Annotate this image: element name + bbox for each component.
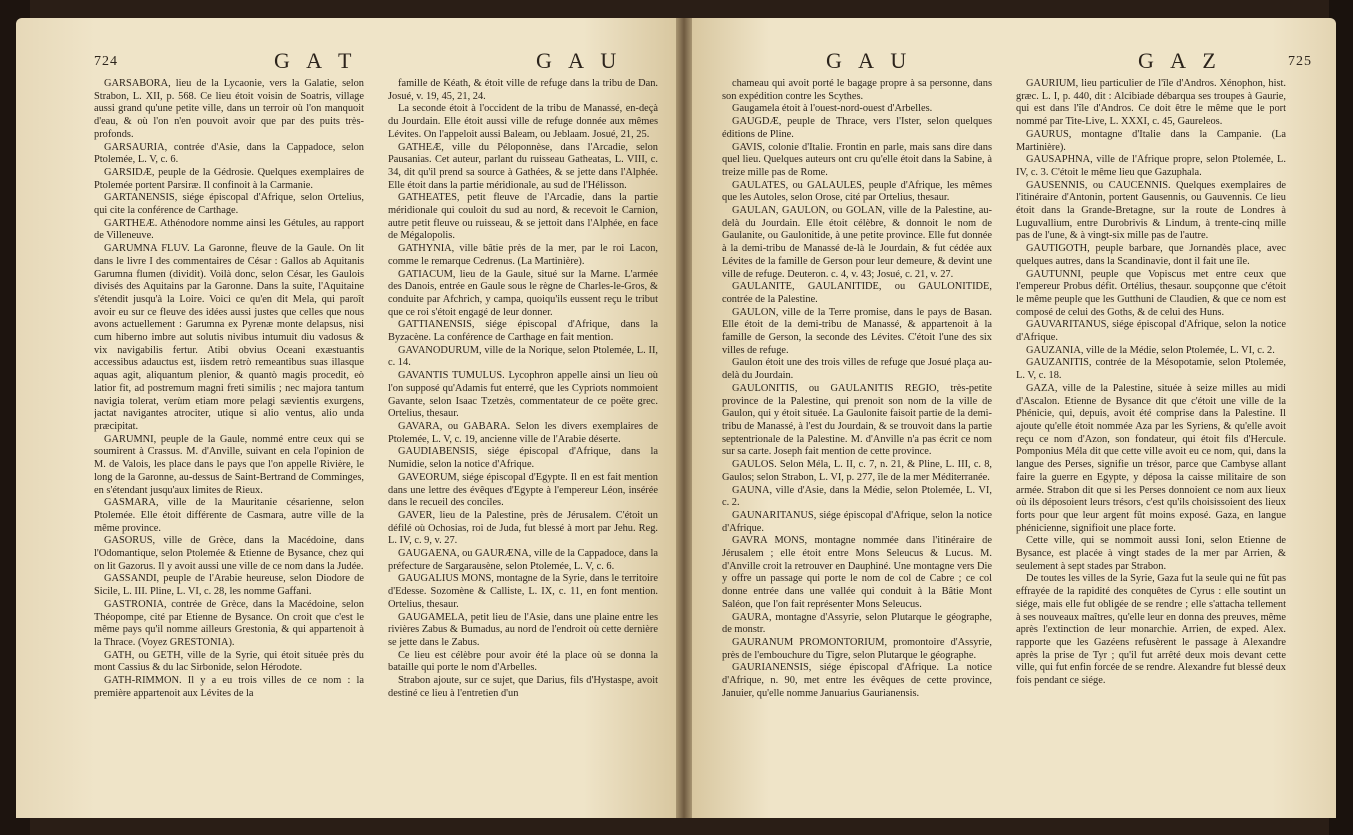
entry: Cette ville, qui se nommoit aussi Ioni, selon Etienne de Bysance, est placée à vingt stades de la mer par Arrien, & seulement à sept stades par Strabon. [1016, 535, 1286, 572]
entry: GAVARA, ou GABARA. Selon les divers exemplaires de Ptolemée, L. V, c. 19, ancienne ville de l'Arabie déserte. [388, 420, 658, 445]
page-number: 725 [1288, 54, 1312, 69]
right-column-1 [722, 78, 992, 798]
entry: GAUZANIA, ville de la Médie, selon Ptolemée, L. VI, c. 2. [1026, 344, 1275, 356]
entry: GASMARA, ville de la Mauritanie césarienne, selon Ptolemée. Elle étoit différente de Casmara, autre ville de la même province. [94, 497, 364, 534]
running-head-left: G A U [826, 48, 913, 73]
entry: GAULAN, GAULON, ou GOLAN, ville de la Palestine, au-delà du Jourdain. Elle étoit célèbre, & donnoit le nom de Gaulanite, ou Gaulonitide, à une petite province. Elle fut donnée à la demi-tribu de Manassé de-là le Jourdain, & fut cédée aux Lévites de la famille de Gerson pour leur demeure, & devint une ville de refuge. Deuteron. c. 4, v. 43; Josué, c. 21, v. 27. [722, 205, 992, 280]
entry: De toutes les villes de la Syrie, Gaza fut la seule qui ne fût pas effrayée de la rapidité des conquêtes de Cyrus : elle soutint un siége, mais elle fut obligée de se rendre ; elle s'attacha tellement à ses nouveaux maîtres, qu'elle leur en donna des preuves, même après l'extinction de leur monarchie. Arrien, de exped. Alex. rapporte que les Gazéens refusèrent le passage à Alexandre après la prise de Tyr ; qu'il fut arrêté deux mois devant cette ville, qui fut enfin forcée de se rendre. Alexandre fut blessé deux fois pendant ce siége. [1016, 573, 1286, 687]
entry: GATIACUM, lieu de la Gaule, situé sur la Marne. L'armée des Danois, entrée en Gaule sous le règne de Charles-le-Gros, & conduite par Afchrich, y campa, quoiqu'ils eussent reçu le tribut que ce roi s'étoit engagé de leur donner. [388, 268, 658, 318]
left-page [16, 18, 676, 818]
book-gutter [676, 18, 692, 818]
running-head-right: G A U [536, 48, 623, 73]
entry: GARTHEÆ. Athénodore nomme ainsi les Gétules, au rapport de Villeneuve. [94, 217, 364, 242]
entry: GAUSENNIS, ou CAUCENNIS. Quelques exemplaires de l'itinéraire d'Antonin, portent Gausennis, ou Gauvennis. Ce lieu étoit dans la Grande-Bretagne, sur la route de Londres à Luguvallium, entre Durobrivis & Lindum, à trente-cinq mille pas de l'une, & à vingt-six mille pas de l'autre. [1016, 179, 1286, 242]
left-column-2 [388, 78, 658, 798]
entry: GAVRA MONS, montagne nommée dans l'itinéraire de Jérusalem ; elle étoit entre Mons Seleucus & Lucus. M. d'Anville croit la retrouver en Dauphiné. Une montagne vers Die y offre un passage qui porte le nom de col de Cabre ; ce col donne entrée dans une vallée qui conduit à la Bâtie Mont Saléon, que l'on fait représenter Mons Seleucus. [722, 535, 992, 610]
entry: GAULONITIS, ou GAULANITIS REGIO, très-petite province de la Palestine, qui prenoit son nom de la ville de Gaulon, qui y étoit située. La Gaulonite faisoit partie de la demi-tribu de Manassé, à l'est du Jourdain, & se trouvoit dans la partie septentrionale de la Palestine. M. d'Anville n'a pas écrit ce nom sur sa carte. Joseph fait mention de cette province. [722, 382, 992, 458]
entry: GAULANITE, GAULANITIDE, ou GAULONITIDE, contrée de la Palestine. [722, 281, 992, 305]
entry: GATTIANENSIS, siége épiscopal d'Afrique, dans la Byzacène. La conférence de Carthage en fait mention. [388, 319, 658, 344]
entry: GAVANTIS TUMULUS. Lycophron appelle ainsi un lieu où l'on supposé qu'Adamis fut enterré, que les Cypriots nommoient Gavante, selon Isaac Tzetzès, commentateur de ce poëte grec. Ortelius, thesaur. [388, 370, 658, 420]
entry: GAVIS, colonie d'Italie. Frontin en parle, mais sans dire dans quel lieu. Quelques auteurs ont cru qu'elle étoit dans la Sabine, à treize mille pas de Rome. [722, 141, 992, 178]
entry: GARUMNI, peuple de la Gaule, nommé entre ceux qui se soumirent à Crassus. M. d'Anville, suivant en cela l'opinion de M. de Valois, les place dans le pays que l'on appelle Rivière, le long de la Garonne, au-dessus de Saint-Bertrand de Comminges, en s'étendant jusqu'aux limites de Rieux. [94, 433, 364, 496]
left-column-1 [94, 78, 364, 798]
entry: GATH, ou GETH, ville de la Syrie, qui étoit située près du mont Cassius & du lac Sirbonide, selon Hérodote. [94, 649, 364, 674]
running-head-left: G A T [274, 48, 358, 73]
entry: GAUVARITANUS, siége épiscopal d'Afrique, selon la notice d'Afrique. [1016, 319, 1286, 344]
entry: GAUZANITIS, contrée de la Mésopotamie, selon Ptolemée, L. V, c. 18. [1016, 357, 1286, 382]
open-book [16, 18, 1336, 818]
entry: GASTRONIA, contrée de Grèce, dans la Macédoine, selon Théopompe, cité par Etienne de Bysance. On croit que c'est le même pays qu'il nomme ailleurs Grestonia, & qui appartenoit à la Thrace. (Voyez GRESTONIA). [94, 598, 364, 648]
entry: GAUGAMELA, petit lieu de l'Asie, dans une plaine entre les rivières Zabus & Bumadus, au nord de l'endroit où cette dernière se jette dans le Zabus. [388, 611, 658, 648]
entry: GAULOS. Selon Méla, L. II, c. 7, n. 21, & Pline, L. III, c. 8, Gaulos; selon Strabon, L. VI, p. 277, île de la mer Méditerranée. [722, 459, 992, 483]
entry: chameau qui avoit porté le bagage propre à sa personne, dans son expédition contre les Scythes. [722, 78, 992, 102]
entry: GAUGAENA, ou GAURÆNA, ville de la Cappadoce, dans la préfecture de Sargarausène, selon Ptolemée, L. V, c. 6. [388, 548, 658, 572]
entry: GASORUS, ville de Grèce, dans la Macédoine, dans l'Odomantique, selon Ptolemée & Etienne de Bysance, chez qui on lit Gazorus. Il y avoit aussi une ville de ce nom dans la Judée. [94, 535, 364, 572]
entry: GARSIDÆ, peuple de la Gédrosie. Quelques exemplaires de Ptolemée portent Parsiræ. Il confinoit à la Carmanie. [94, 166, 364, 191]
entry: GATH-RIMMON. Il y a eu trois villes de ce nom : la première appartenoit aux Lévites de la [94, 675, 364, 699]
entry: GAURIUM, lieu particulier de l'île d'Andros. Xénophon, hist. græc. L. I, p. 440, dit : Alcibiade débarqua ses troupes à Gaurie, qui est dans l'île d'Andros. Ce doit être le même que le port nommé par Tite-Live, L. XXXI, c. 45, Gaureleos. [1016, 78, 1286, 128]
entry: GAUDIABENSIS, siége épiscopal d'Afrique, dans la Numidie, selon la notice d'Afrique. [388, 446, 658, 471]
entry: GAURA, montagne d'Assyrie, selon Plutarque le géographe, de monstr. [722, 611, 992, 636]
entry: Gaulon étoit une des trois villes de refuge que Josué plaça au-delà du Jourdain. [722, 357, 992, 382]
entry: GATHEÆ, ville du Péloponnèse, dans l'Arcadie, selon Pausanias. Cet auteur, parlant du ruisseau Gatheatas, L. VIII, c. 34, dit qu'il prend sa source à Gathées, & se jette dans l'Alphée. Elle étoit dans la partie méridionale, au sud de l'Hélisson. [388, 141, 658, 191]
entry: GAUGDÆ, peuple de Thrace, vers l'Ister, selon quelques éditions de Pline. [722, 116, 992, 140]
entry: Ce lieu est célèbre pour avoir été la place où se donna la bataille qui porte le nom d'Arbelles. [388, 649, 658, 674]
entry: GAUTIGOTH, peuple barbare, que Jornandès place, avec quelques autres, dans la Scandinavie, dont il fait une île. [1016, 243, 1286, 267]
entry: La seconde étoit à l'occident de la tribu de Manassé, en-deçà du Jourdain. Elle étoit aussi ville de refuge donnée aux mêmes Lévites. On l'appeloit aussi Baleam, ou Jeblaam. Josué, 21, 25. [388, 103, 658, 140]
entry: GAURUS, montagne d'Italie dans la Campanie. (La Martinière). [1016, 128, 1286, 153]
entry: GAZA, ville de la Palestine, située à seize milles au midi d'Ascalon. Etienne de Bysance dit que c'étoit une ville de la Phénicie, qui, depuis, avoit été comprise dans la Palestine. Il ajoute qu'elle étoit nommée Aza par les Syriens, & qu'elle avoit reçu ce nom d'Azon, son fondateur, qui étoit fils d'Hercule. Pomponius Méla dit que cette ville avoit eu ce nom, qui, dans la langue des Perses, signifie un trésor, parce que Cambyse allant faire la guerre en Egypte, y déposa la caisse militaire de son armée. Strabon dit que si les Perses donnoient ce nom aux lieux où ils déposoient leurs trésors, c'est qu'ils choisissoient des lieux forts pour que leur argent fût moins exposé. Gaza, en langue phénicienne, signifioit une place forte. [1016, 382, 1286, 534]
entry: GAUGALIUS MONS, montagne de la Syrie, dans le territoire d'Edesse. Sozomène & Calliste, L. IX, c. 11, en font mention. Ortelius, thesaur. [388, 573, 658, 610]
entry: Strabon ajoute, sur ce sujet, que Darius, fils d'Hystaspe, avoit destiné ce lieu à l'entretien d'un [388, 675, 658, 699]
entry: GAVANODURUM, ville de la Norique, selon Ptolemée, L. II, c. 14. [388, 344, 658, 369]
entry: GAVEORUM, siége épiscopal d'Egypte. Il en est fait mention dans une lettre des évêques d'Egypte à l'empereur Léon, insérée dans le recueil des conciles. [388, 471, 658, 509]
entry: GAULATES, ou GALAULES, peuple d'Afrique, les mêmes que les Autoles, selon Orose, cité par Ortelius, thesaur. [722, 179, 992, 204]
right-page [692, 18, 1336, 818]
entry: GARTANENSIS, siége épiscopal d'Afrique, selon Ortelius, qui cite la conférence de Carthage. [94, 192, 364, 217]
entry: GAULON, ville de la Terre promise, dans le pays de Basan. Elle étoit de la demi-tribu de Manassé, & appartenoit à la famille de Gerson, la seconde des Lévites. C'étoit l'une des six villes de refuge. [722, 306, 992, 356]
entry: GAURIANENSIS, siége épiscopal d'Afrique. La notice d'Afrique, n. 90, met entre les évêques de cette province, Januier, qu'elle nomme Januarius Gaurianensis. [722, 662, 992, 699]
entry: GAUSAPHNA, ville de l'Afrique propre, selon Ptolemée, L. IV, c. 3. C'étoit le même lieu que Gazuphala. [1016, 154, 1286, 178]
entry: GARSABORA, lieu de la Lycaonie, vers la Galatie, selon Strabon, L. XII, p. 568. Ce lieu étoit voisin de Soatris, village aussi grand qu'une petite ville, dans un terroir où l'on manquoit d'eau, & où l'on n'en pouvoit avoir que par des puits très-profonds. [94, 78, 364, 140]
entry: famille de Kéath, & étoit ville de refuge dans la tribu de Dan. Josué, v. 19, 45, 21, 24. [388, 78, 658, 102]
entry: Gaugamela étoit à l'ouest-nord-ouest d'Arbelles. [732, 103, 933, 115]
page-number: 724 [94, 54, 118, 69]
entry: GAURANUM PROMONTORIUM, promontoire d'Assyrie, près de l'embouchure du Tigre, selon Plutarque le géographe. [722, 636, 992, 661]
right-column-2 [1016, 78, 1286, 798]
entry: GAUNARITANUS, siége épiscopal d'Afrique, selon la notice d'Afrique. [722, 509, 992, 534]
entry: GATHEATES, petit fleuve de l'Arcadie, dans la partie méridionale qui couloit du sud au nord, & recevoit le Carnion, autre petit fleuve ou ruisseau, & se jettoit dans l'Alphée, en face de Mégalopolis. [388, 192, 658, 242]
entry: GASSANDI, peuple de l'Arabie heureuse, selon Diodore de Sicile, L. III. Pline, L. VI, c. 28, les nomme Gaffani. [94, 573, 364, 598]
entry: GAUNA, ville d'Asie, dans la Médie, selon Ptolemée, L. VI, c. 2. [722, 484, 992, 509]
entry: GAVER, lieu de la Palestine, près de Jérusalem. C'étoit un défilé où Ochosias, roi de Juda, fut blessé à mort par Jehu. Reg. L. IV, c. 9, v. 27. [388, 509, 658, 547]
entry: GARSAURIA, contrée d'Asie, dans la Cappadoce, selon Ptolemée, L. V, c. 6. [94, 141, 364, 166]
entry: GATHYNIA, ville bâtie près de la mer, par le roi Lacon, comme le remarque Cedrenus. (La Martinière). [388, 243, 658, 267]
running-head-right: G A Z [1138, 48, 1222, 73]
entry: GAUTUNNI, peuple que Vopiscus met entre ceux que l'empereur Probus défit. Ortélius, thesaur. soupçonne que c'étoit le même peuple que les Gutthuni de Claudien, & que ce nom est composé de celui des Goths, & de celui des Huns. [1016, 268, 1286, 318]
entry: GARUMNA FLUV. La Garonne, fleuve de la Gaule. On lit dans le livre I des commentaires de César : Gallos ab Aquitanis Garumna flumen (dividit). Voilà donc, selon César, les Gaulois divisés des Aquitains par la Garonne. Dans la suite, l'Aquitaine s'étendit jusqu'à la Loire. Voici ce qu'en dit Mela, qui paroît avoir eu sur ce fleuve des idées aussi justes que celles que nous avons actuellement : Garumna ex Pyrenæ monte delapsus, nisi cum hiberno imbre aut solutis nivibus intumuit diu vadosus & vix navigabilis fertur. Atibi obvius Oceani exæstuantis accessibus adauctus est, iisdem retrò remeantibus suas illasque aquas agit, aliquantum plenior, & quantò magis procedit, eò latior fit, ad postremum magni freti similis ; nec majora tantum navigia tolerat, verùm etiam more pelagi sævientis exurgens, jactat navigantes atrociter, utique si alio ventus, alio unda præcipitat. [94, 243, 364, 432]
